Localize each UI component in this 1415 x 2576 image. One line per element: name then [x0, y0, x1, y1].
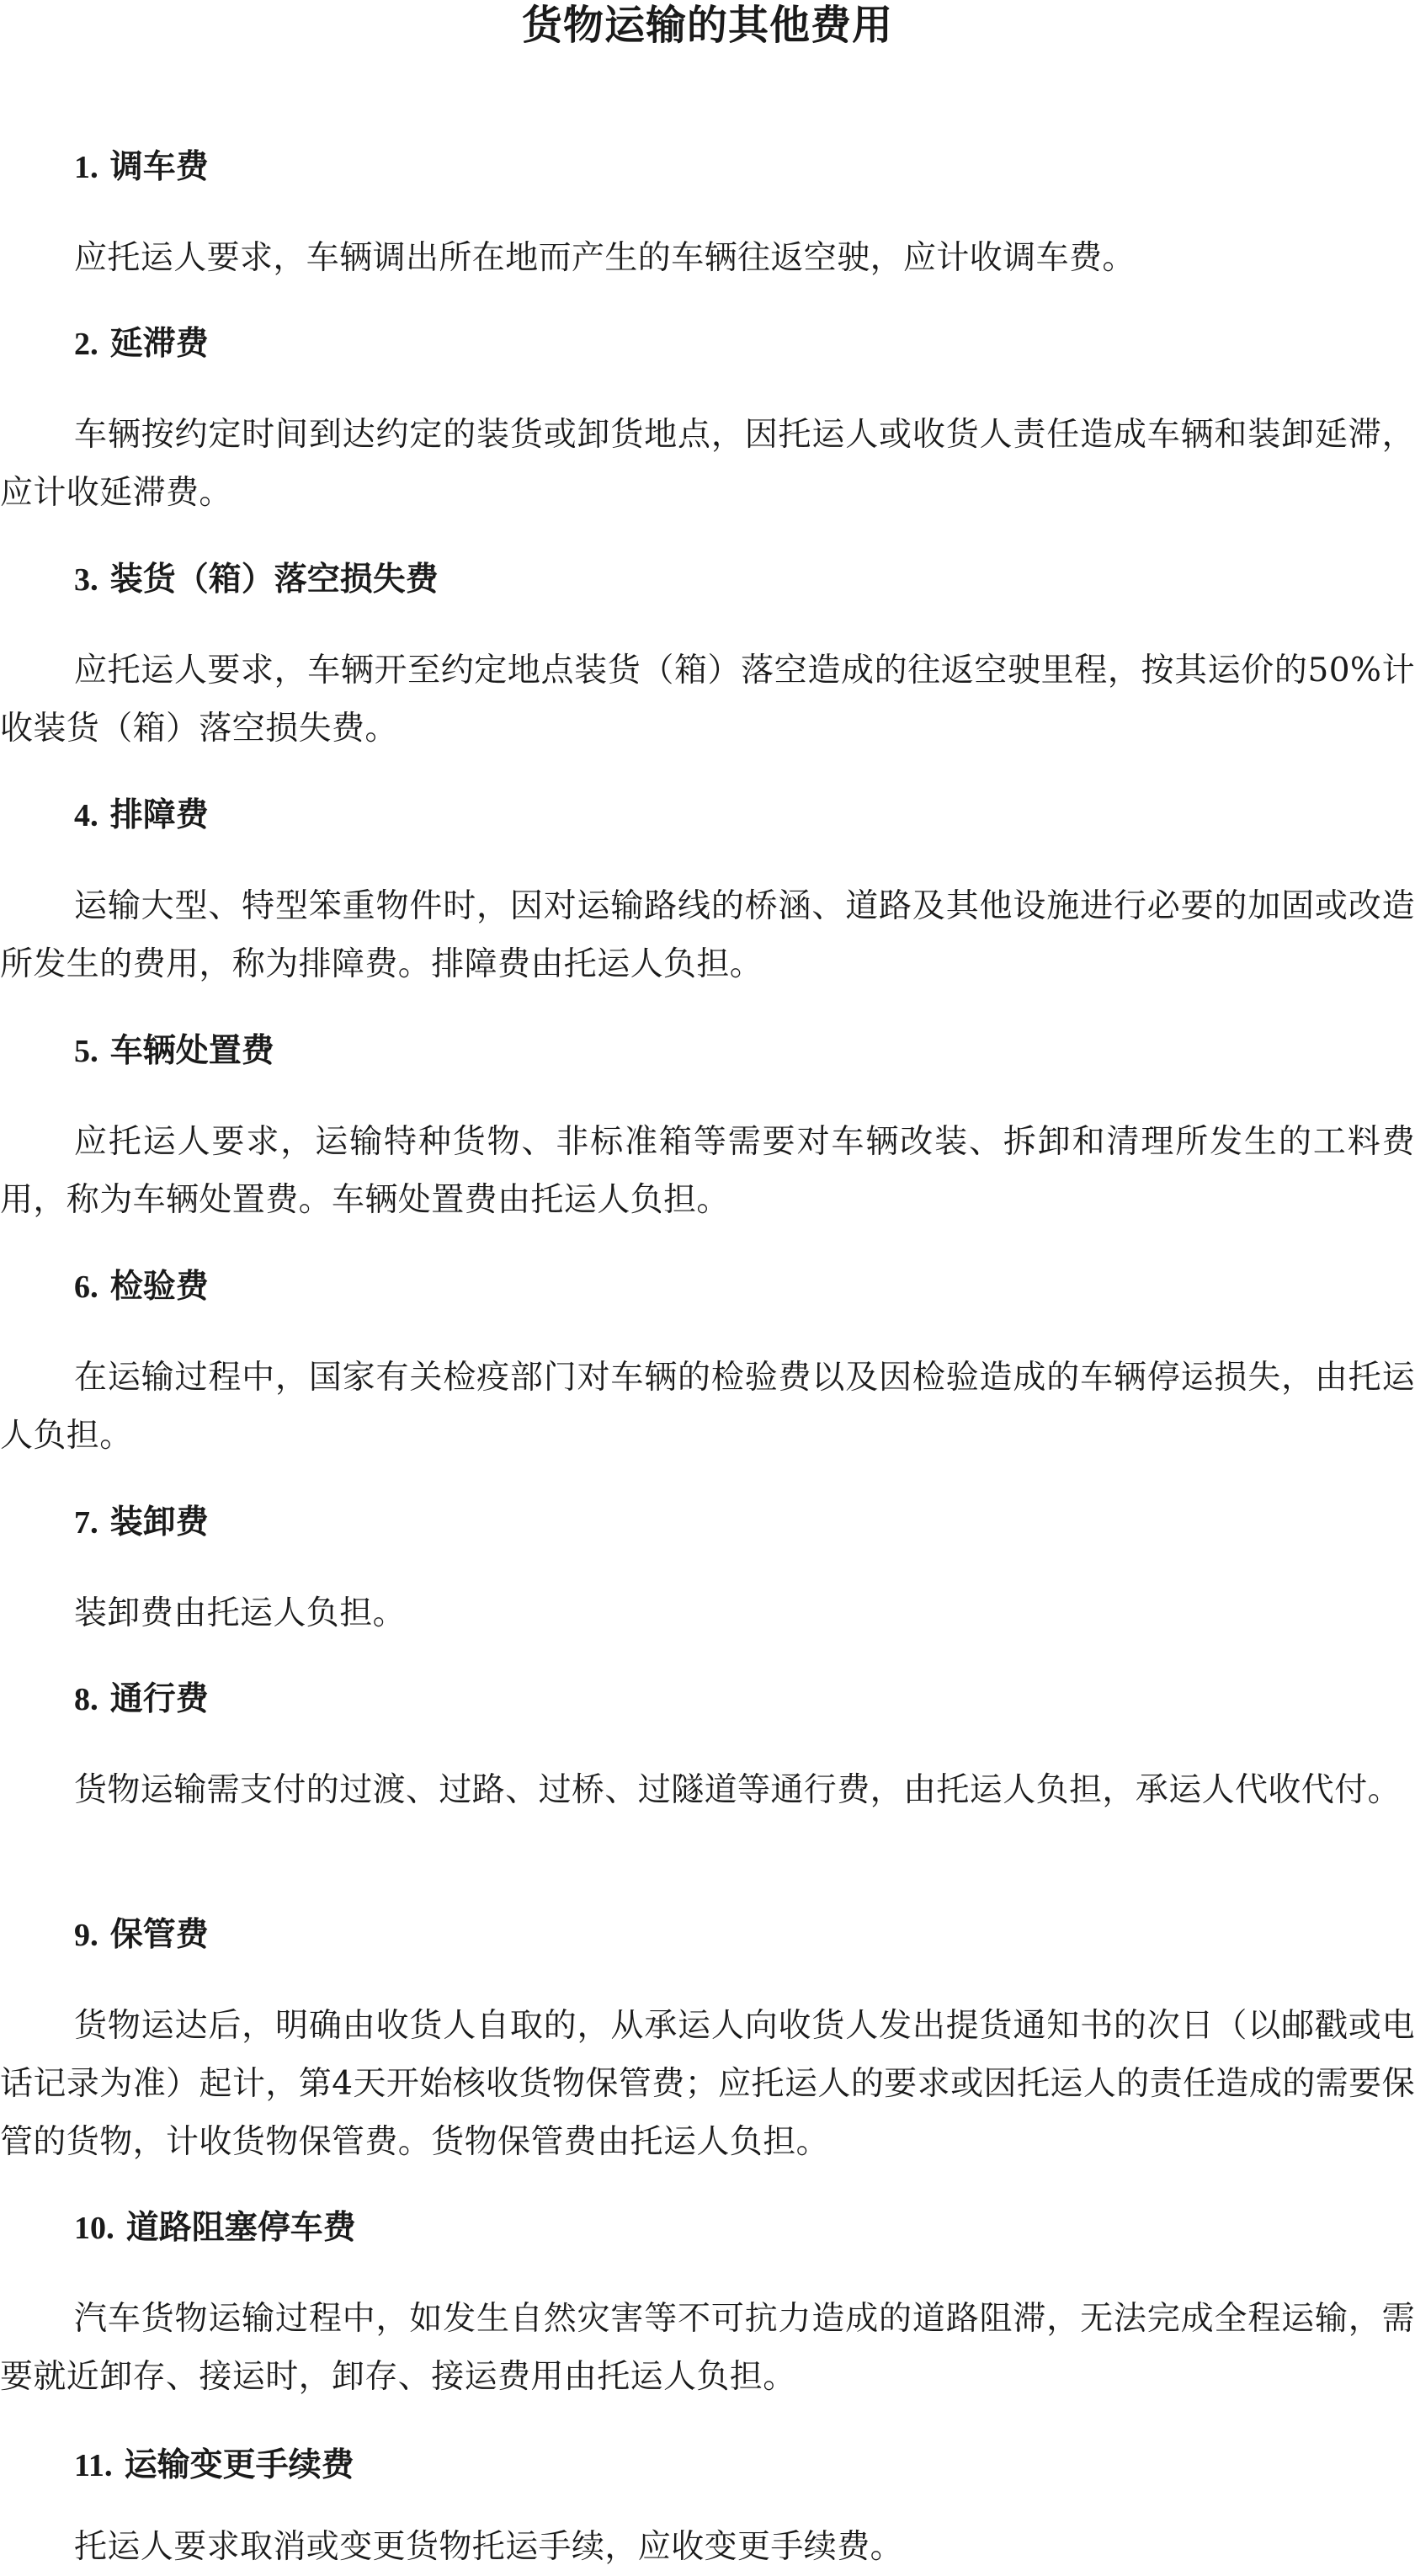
- section-name: 保管费: [109, 1916, 209, 1954]
- section-text: 在运输过程中，国家有关检疫部门对车辆的检验费以及因检验造成的车辆停运损失，由托运人负担。: [0, 1359, 1415, 1455]
- section-number-dot: .: [90, 1917, 98, 1953]
- section-number: 11: [74, 2448, 104, 2483]
- section-name: 道路阻塞停车费: [125, 2209, 356, 2247]
- section-text: 运输大型、特型笨重物件时，因对运输路线的桥涵、道路及其他设施进行必要的加固或改造所发生的费用，称为排障费。排障费由托运人负担。: [0, 887, 1415, 983]
- section-number: 4: [74, 798, 90, 833]
- section-name: 车辆处置费: [109, 1032, 274, 1070]
- section-heading: [74, 1265, 209, 1308]
- section-text: 应托运人要求，车辆调出所在地而产生的车辆往返空驶，应计收调车费。: [74, 239, 1136, 277]
- section-number-dot: .: [90, 1269, 98, 1305]
- section-name: 调车费: [109, 148, 209, 186]
- section-number-dot: .: [90, 797, 98, 833]
- section-heading: [74, 558, 439, 601]
- section-text: 货物运输需支付的过渡、过路、过桥、过隧道等通行费，由托运人负担，承运人代收代付。: [74, 1771, 1402, 1809]
- section-heading: [74, 1678, 209, 1721]
- section-number: 7: [74, 1505, 90, 1541]
- section-number: 5: [74, 1034, 90, 1069]
- section-heading: [74, 794, 209, 837]
- section-text: 汽车货物运输过程中，如发生自然灾害等不可抗力造成的道路阻滞，无法完成全程运输，需要就近卸存、接运时，卸存、接运费用由托运人负担。: [0, 2300, 1415, 2396]
- section-number-dot: .: [90, 562, 98, 598]
- section-number: 6: [74, 1269, 90, 1305]
- section-number-dot: .: [90, 149, 98, 185]
- section-number-dot: .: [90, 1681, 98, 1717]
- section-number-dot: .: [106, 2210, 114, 2246]
- section-number-dot: .: [104, 2447, 113, 2483]
- section-text: 车辆按约定时间到达约定的装货或卸货地点，因托运人或收货人责任造成车辆和装卸延滞，应计收延滞费。: [0, 416, 1415, 512]
- section-text: 装卸费由托运人负担。: [74, 1594, 407, 1632]
- section-text: 货物运达后，明确由收货人自取的，从承运人向收货人发出提货通知书的次日（以邮戳或电话记录为准）起计，第4天开始核收货物保管费；应托运人的要求或因托运人的责任造成的需要保管的货物，计收货物保管费。货物保管费由托运人负担。: [0, 2007, 1415, 2161]
- section-heading: [74, 2206, 356, 2249]
- section-number: 10: [74, 2211, 106, 2246]
- section-heading: [74, 322, 209, 365]
- section-number: 8: [74, 1682, 90, 1717]
- section-name: 运输变更手续费: [124, 2446, 354, 2484]
- section-heading: [74, 146, 209, 189]
- section-number: 3: [74, 562, 90, 598]
- section-number: 9: [74, 1918, 90, 1953]
- section-number: 1: [74, 150, 90, 185]
- section-number-dot: .: [90, 326, 98, 362]
- section-text: 应托运人要求，车辆开至约定地点装货（箱）落空造成的往返空驶里程，按其运价的50%计收装货（箱）落空损失费。: [0, 652, 1415, 748]
- section-number: 2: [74, 327, 90, 362]
- section-name: 通行费: [109, 1680, 209, 1718]
- section-heading: [74, 1030, 274, 1072]
- section-number-dot: .: [90, 1033, 98, 1069]
- section-heading: [74, 1501, 209, 1544]
- section-number-dot: .: [90, 1504, 98, 1541]
- section-text: 应托运人要求，运输特种货物、非标准箱等需要对车辆改装、拆卸和清理所发生的工料费用，称为车辆处置费。车辆处置费由托运人负担。: [0, 1123, 1415, 1219]
- section-name: 检验费: [109, 1268, 209, 1306]
- section-heading: [74, 1913, 209, 1956]
- section-name: 延滞费: [109, 325, 209, 363]
- section-name: 排障费: [109, 796, 209, 834]
- section-text: 托运人要求取消或变更货物托运手续，应收变更手续费。: [74, 2528, 904, 2566]
- section-heading: [74, 2444, 354, 2487]
- section-name: 装货（箱）落空损失费: [109, 561, 439, 599]
- section-name: 装卸费: [109, 1504, 209, 1541]
- document-title: 货物运输的其他费用: [521, 2, 893, 49]
